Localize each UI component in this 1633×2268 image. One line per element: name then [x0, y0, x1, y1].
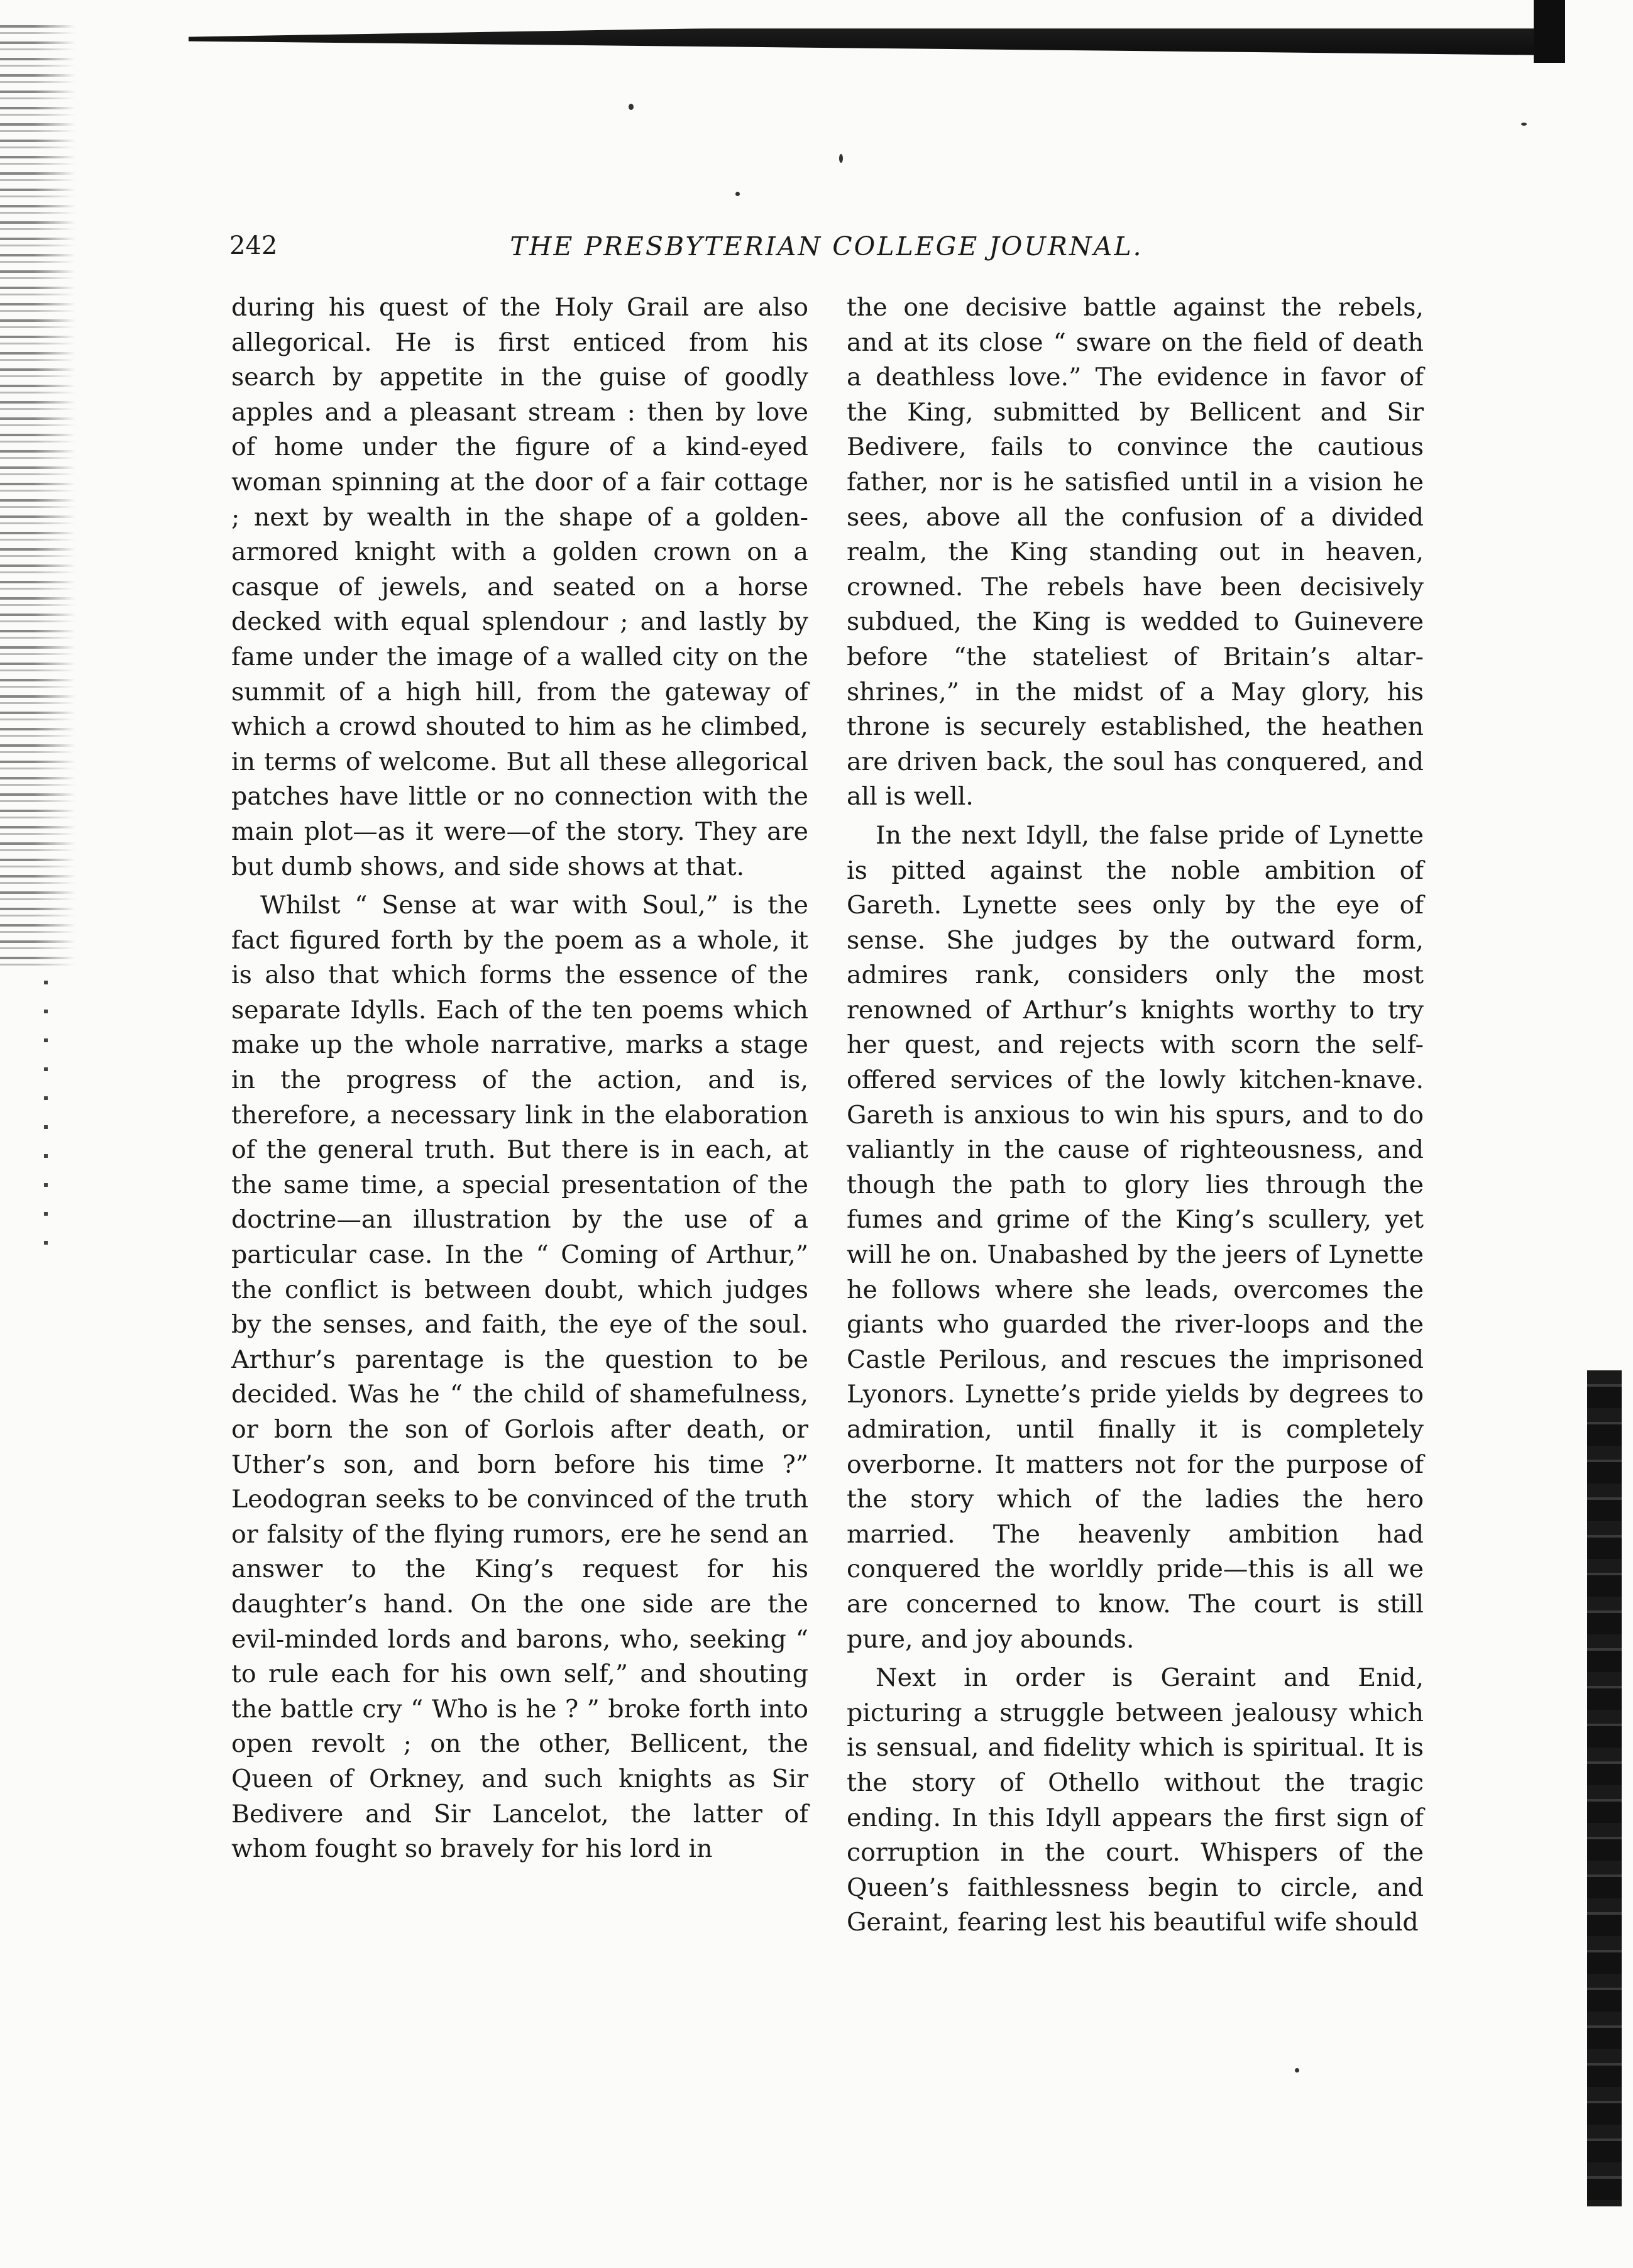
scan-right-edge-shadow: [1587, 1370, 1622, 2206]
scan-speck: [1521, 123, 1527, 126]
scan-speck: [629, 104, 634, 110]
scan-speck: [839, 154, 843, 163]
scan-speck: [1295, 2068, 1299, 2073]
scan-speck: [735, 192, 740, 196]
right-column: [847, 290, 1424, 1940]
paragraph: during his quest of the Holy Grail are also allegorical. He is first enticed from his search by appetite in the guise of goodly apples and a pleasant stream : then by love of home under the figure of a kind-eyed woman spinning at the door of a fair cottage ; next by wealth in the shape of a golden-armored knight with a golden crown on a casque of jewels, and seated on a horse decked with equal splendour ; and lastly by fame under the image of a walled city on the summit of a high hill, from the gateway of which a crowd shouted to him as he climbed, in terms of welcome. But all these allegorical patches have little or no connection with the main plot—as it were—of the story. They are but dumb shows, and side shows at that.: [231, 293, 808, 881]
paragraph: Next in order is Geraint and Enid, picturing a struggle between jealousy which is sensual, and fidelity which is spiritual. It is the story of Othello without the tragic ending. In this Idyll appears the first sign of corruption in the court. Whispers of the Queen’s faithlessness begin to circle, and Geraint, fearing lest his beautiful wife should: [847, 1663, 1424, 1937]
left-column: [231, 290, 808, 1867]
scan-left-edge-dashes: [44, 981, 48, 1245]
running-title: THE PRESBYTERIAN COLLEGE JOURNAL.: [510, 231, 1143, 261]
paragraph: Whilst “ Sense at war with Soul,” is the fact figured forth by the poem as a whole, it is also that which forms the essence of the separate Idylls. Each of the ten poems which make up the whole narrative, marks a stage in the progress of the action, and is, therefore, a necessary link in the elaboration of the general truth. But there is in each, at the same time, a special presentation of the doctrine—an illustration by the use of a particular case. In the “ Coming of Arthur,” the conflict is between doubt, which judges by the senses, and faith, the eye of the soul. Arthur’s parentage is the question to be decided. Was he “ the child of shamefulness, or born the son of Gorlois after death, or Uther’s son, and born before his time ?” Leodogran seeks to be convinced of the truth or falsity of the flying rumors, ere he send an answer to the King’s request for his daughter’s hand. On the one side are the evil-minded lords and barons, who, seeking “ to rule each for his own self,” and shouting the battle cry “ Who is he ? ” broke forth into open revolt ; on the other, Bellicent, the Queen of Orkney, and such knights as Sir Bedivere and Sir Lancelot, the latter of whom fought so bravely for his lord in: [231, 891, 808, 1864]
page-header: [229, 231, 1424, 269]
paragraph: In the next Idyll, the false pride of Lynette is pitted against the noble ambition of Gareth. Lynette sees only by the eye of sense. She judges by the outward form, admires rank, considers only the most renowned of Arthur’s knights worthy to try her quest, and rejects with scorn the self-offered services of the lowly kitchen-knave. Gareth is anxious to win his spurs, and to do valiantly in the cause of righteousness, and though the path to glory lies through the fumes and grime of the King’s scullery, yet will he on. Unabashed by the jeers of Lynette he follows where she leads, overcomes the giants who guarded the river-loops and the Castle Perilous, and rescues the imprisoned Lyonors. Lynette’s pride yields by degrees to admiration, until finally it is completely overborne. It matters not for the purpose of the story which of the ladies the hero married. The heavenly ambition had conquered the worldly pride—this is all we are concerned to know. The court is still pure, and joy abounds.: [847, 820, 1424, 1654]
scan-left-edge-noise: [0, 25, 75, 968]
paragraph: the one decisive battle against the rebels, and at its close “ sware on the field of death a deathless love.” The evidence in favor of the King, submitted by Bellicent and Sir Bedivere, fails to convince the cautious father, nor is he satisfied until in a vision he sees, above all the confusion of a divided realm, the King standing out in heaven, crowned. The rebels have been decisively subdued, the King is wedded to Guinevere before “the stateliest of Britain’s altar-shrines,” in the midst of a May glory, his throne is securely established, the heathen are driven back, the soul has conquered, and all is well.: [847, 293, 1424, 812]
scan-top-corner-shadow: [1534, 0, 1565, 63]
scan-top-edge-bar: [189, 11, 1559, 55]
page-number: 242: [229, 231, 278, 260]
